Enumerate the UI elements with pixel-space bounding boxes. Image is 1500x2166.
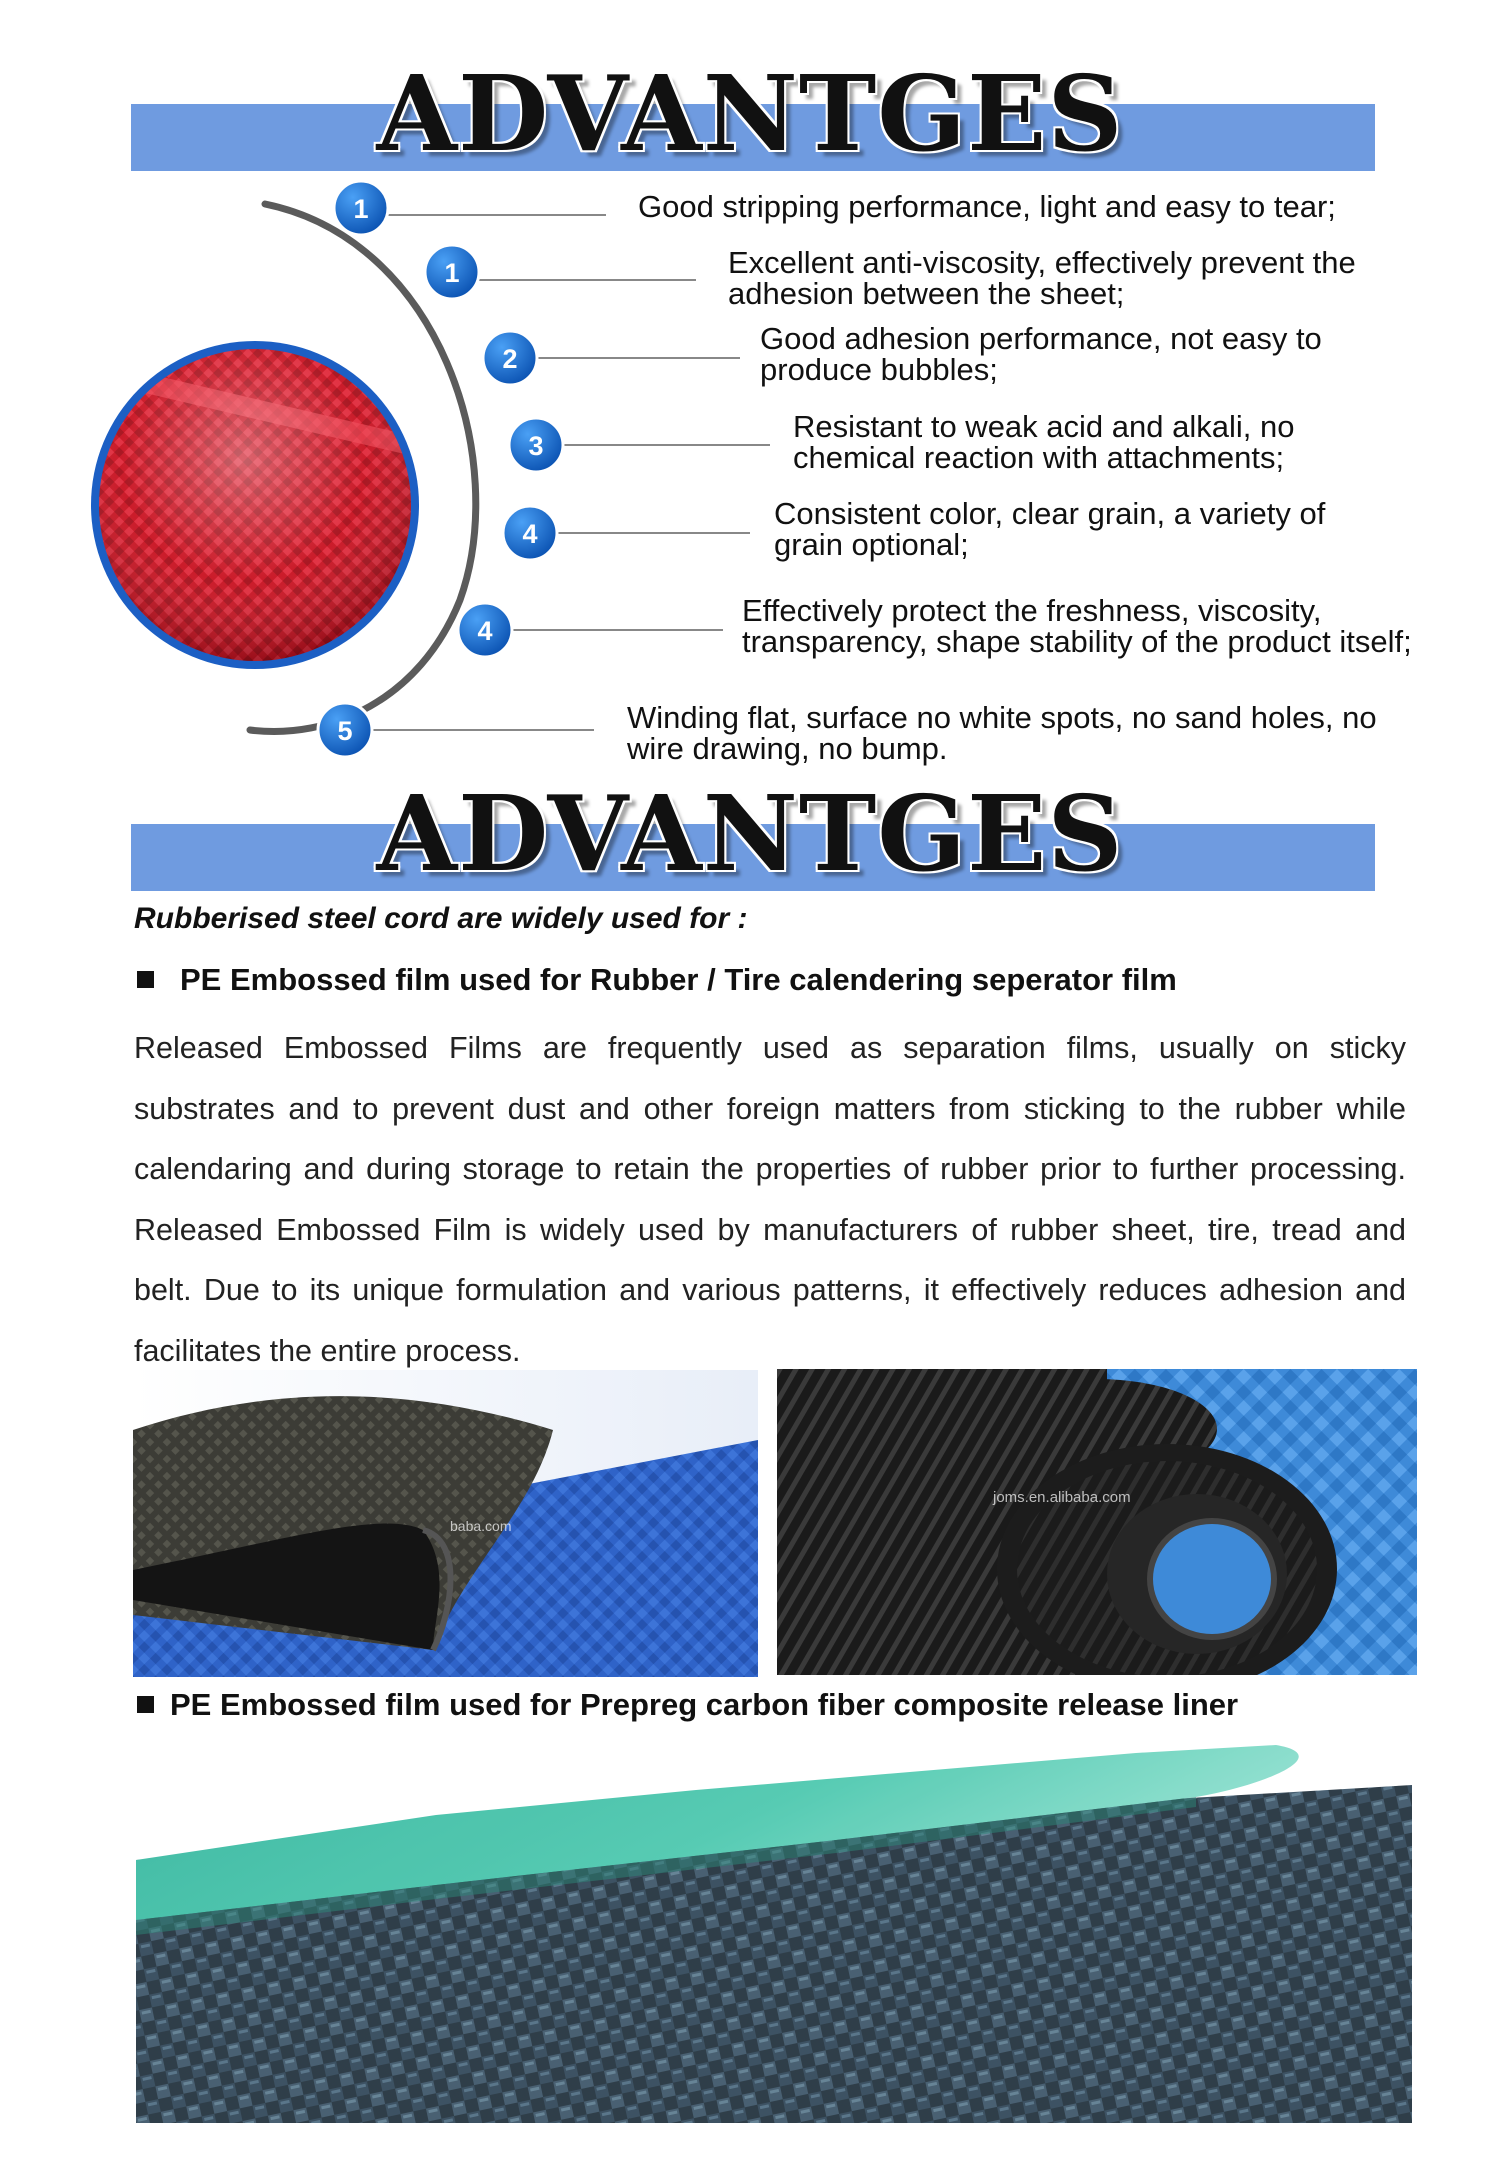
badge-5 bbox=[318, 703, 372, 757]
advantage-text-2: Excellent anti-viscosity, effectively prevent the adhesion between the sheet; bbox=[728, 245, 1356, 311]
usage-intro: Rubberised steel cord are widely used for : bbox=[134, 902, 748, 935]
advantage-text-6: Effectively protect the freshness, viscosity, transparency, shape stability of the product itself; bbox=[742, 593, 1412, 659]
badge-4b bbox=[458, 603, 512, 657]
photo-watermark-1: baba.com bbox=[450, 1518, 512, 1534]
badge-2 bbox=[483, 331, 537, 385]
usage-item-1-body: Released Embossed Films are frequently used as separation films, usually on sticky substrates and to prevent dust and other foreign matters from sticking to the rubber while calendaring and during storage to retain the properties of rubber prior to further processing. Released Embossed Film is widely used by manufacturers of rubber sheet, tire, tread and belt. Due to its unique formulation and various patterns, it effectively reduces adhesion and facilitates the entire process. bbox=[134, 1031, 1406, 1368]
badge-3 bbox=[509, 418, 563, 472]
advantage-text-5: Consistent color, clear grain, a variety of grain optional; bbox=[774, 496, 1326, 562]
advantage-text-1: Good stripping performance, light and easy to tear; bbox=[638, 189, 1336, 224]
bullet-square-icon bbox=[137, 971, 154, 988]
svg-text:3: 3 bbox=[528, 431, 544, 461]
advantage-badges bbox=[0, 0, 800, 800]
advantage-text-7: Winding flat, surface no white spots, no sand holes, no wire drawing, no bump. bbox=[627, 700, 1377, 766]
advantages-banner-title: ADVANTGES bbox=[376, 52, 1124, 175]
svg-text:4: 4 bbox=[522, 519, 538, 549]
advantages-banner-title-2: ADVANTGES bbox=[376, 772, 1124, 895]
usage-item-2 bbox=[137, 1687, 1238, 1723]
svg-text:2: 2 bbox=[502, 344, 518, 374]
badge-1a bbox=[334, 181, 388, 235]
svg-text:4: 4 bbox=[477, 616, 493, 646]
badge-4a bbox=[503, 506, 557, 560]
advantage-text-3: Good adhesion performance, not easy to produce bubbles; bbox=[760, 321, 1322, 387]
svg-text:1: 1 bbox=[444, 258, 460, 288]
photo-watermark-2: joms.en.alibaba.com bbox=[993, 1489, 1131, 1506]
tires-photo bbox=[777, 1369, 1417, 1675]
svg-text:5: 5 bbox=[337, 716, 353, 746]
usage-item-2-heading: PE Embossed film used for Prepreg carbon fiber composite release liner bbox=[170, 1687, 1239, 1722]
badge-1b bbox=[425, 245, 479, 299]
usage-item-1-heading: PE Embossed film used for Rubber / Tire calendering seperator film bbox=[180, 962, 1177, 997]
usage-item-1 bbox=[137, 962, 1177, 998]
advantage-text-4: Resistant to weak acid and alkali, no chemical reaction with attachments; bbox=[793, 409, 1295, 475]
carbon-fiber-photo bbox=[136, 1745, 1412, 2123]
bullet-square-icon bbox=[137, 1696, 154, 1713]
rubber-sheet-photo bbox=[133, 1370, 758, 1677]
svg-text:1: 1 bbox=[353, 194, 369, 224]
